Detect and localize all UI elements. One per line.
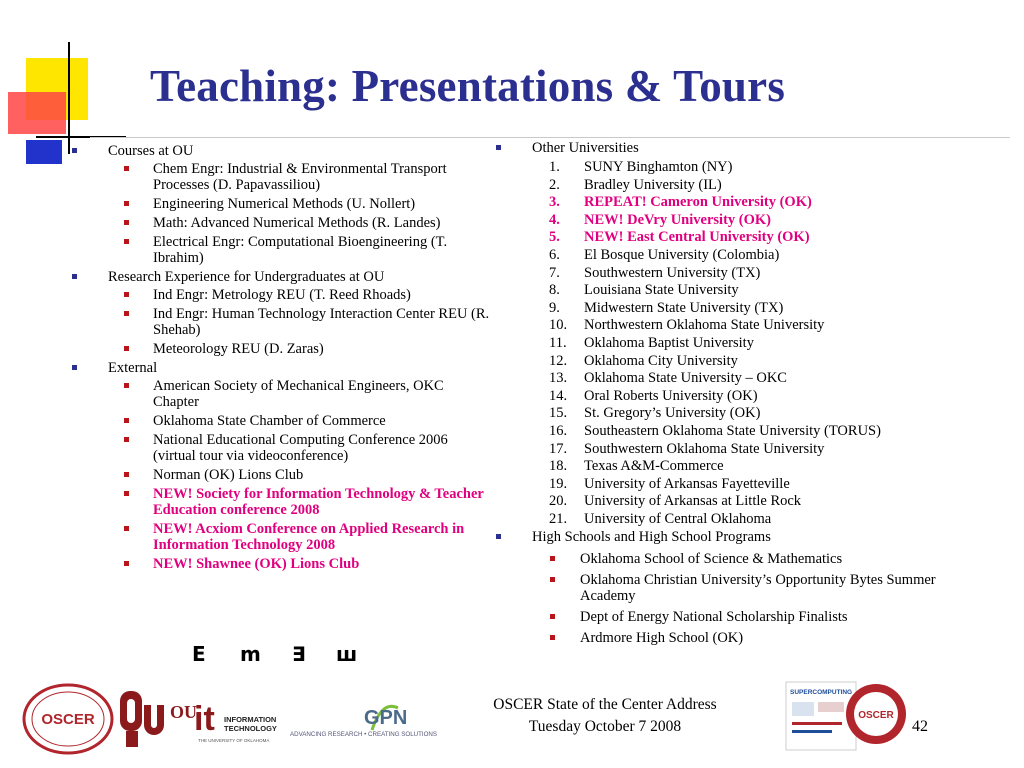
ou-logo xyxy=(118,685,168,749)
item-number: 5. xyxy=(549,229,560,246)
glyph-e: E xyxy=(192,643,206,666)
high-school-item: Oklahoma Christian University’s Opportunity Bytes Summer Academy xyxy=(496,572,946,604)
glyph-row xyxy=(190,643,370,667)
item-text: Louisiana State University xyxy=(584,282,739,299)
item-number: 18. xyxy=(549,458,568,475)
footer-line-1: OSCER State of the Center Address xyxy=(493,696,717,713)
university-item xyxy=(496,159,946,175)
section-heading: External xyxy=(72,360,492,376)
high-schools-list xyxy=(496,551,946,646)
item-text: NEW! DeVry University (OK) xyxy=(584,211,771,228)
it-logo xyxy=(168,690,290,746)
university-item xyxy=(496,282,946,298)
item-text: University of Arkansas Fayetteville xyxy=(584,475,790,492)
list-item: NEW! Shawnee (OK) Lions Club xyxy=(72,556,492,572)
list-item: Ind Engr: Human Technology Interaction Center REU (R. Shehab) xyxy=(72,306,492,338)
university-item xyxy=(496,353,946,369)
item-number: 1. xyxy=(549,159,560,175)
high-schools-heading: High Schools and High School Programs xyxy=(496,529,946,545)
glyph-reverse-e: ∃ xyxy=(292,643,306,666)
list-item: Ind Engr: Metrology REU (T. Reed Rhoads) xyxy=(72,287,492,303)
item-number: 12. xyxy=(549,352,568,369)
item-text: Southwestern Oklahoma State University xyxy=(584,440,825,457)
university-item xyxy=(496,370,946,386)
item-number: 4. xyxy=(549,211,560,228)
item-text: Southwestern University (TX) xyxy=(584,264,761,281)
it-logo-text: it xyxy=(194,700,215,738)
university-item xyxy=(496,423,946,439)
left-column xyxy=(72,143,492,575)
university-item xyxy=(496,476,946,492)
item-number: 20. xyxy=(549,493,568,510)
item-number: 14. xyxy=(549,387,568,404)
it-ou-mark: OU xyxy=(170,702,197,722)
university-item xyxy=(496,212,946,228)
university-item xyxy=(496,493,946,509)
item-number: 2. xyxy=(549,176,560,193)
gpn-logo-text: GPN xyxy=(364,707,408,729)
item-text: REPEAT! Cameron University (OK) xyxy=(584,194,812,211)
oscer-logo-text: OSCER xyxy=(41,711,95,728)
deco-blue-square xyxy=(26,140,62,164)
oscer-seal-logo xyxy=(22,683,114,755)
item-text: Northwestern Oklahoma State University xyxy=(584,317,825,334)
section-heading: Courses at OU xyxy=(72,143,492,159)
glyph-m: m xyxy=(240,643,261,666)
item-text: Midwestern State University (TX) xyxy=(584,299,784,316)
university-item xyxy=(496,441,946,457)
item-text: SUNY Binghamton (NY) xyxy=(584,159,733,175)
right-column xyxy=(496,140,946,651)
symposium-oscer-text: OSCER xyxy=(858,710,894,721)
gpn-tagline: ADVANCING RESEARCH • CREATING SOLUTIONS xyxy=(290,731,438,738)
item-number: 7. xyxy=(549,264,560,281)
list-item: National Educational Computing Conference 2006 (virtual tour via videoconference) xyxy=(72,432,492,464)
list-item: NEW! Acxiom Conference on Applied Research in Information Technology 2008 xyxy=(72,521,492,553)
list-item: Meteorology REU (D. Zaras) xyxy=(72,341,492,357)
item-number: 21. xyxy=(549,510,568,527)
list-item: Math: Advanced Numerical Methods (R. Landes) xyxy=(72,215,492,231)
list-item: Chem Engr: Industrial & Environmental Transport Processes (D. Papavassiliou) xyxy=(72,161,492,193)
item-number: 6. xyxy=(549,246,560,263)
item-text: Bradley University (IL) xyxy=(584,176,722,193)
university-item xyxy=(496,511,946,527)
item-number: 9. xyxy=(549,299,560,316)
universities-list xyxy=(496,159,946,527)
footer-line-2: Tuesday October 7 2008 xyxy=(528,718,682,735)
item-number: 8. xyxy=(549,282,560,299)
glyph-w: ш xyxy=(336,643,358,666)
high-school-item: Oklahoma School of Science & Mathematics xyxy=(496,551,946,567)
item-number: 3. xyxy=(549,194,560,211)
deco-red-square xyxy=(8,92,66,134)
high-school-item: Dept of Energy National Scholarship Finalists xyxy=(496,609,946,625)
item-text: NEW! East Central University (OK) xyxy=(584,229,810,246)
symposium-logo-text: SUPERCOMPUTING xyxy=(790,689,853,696)
it-logo-sub: THE UNIVERSITY OF OKLAHOMA xyxy=(198,738,270,743)
list-item: NEW! Society for Information Technology & Teacher Education conference 2008 xyxy=(72,486,492,518)
item-text: Oklahoma State University – OKC xyxy=(584,370,787,387)
item-text: Oklahoma City University xyxy=(584,352,738,369)
university-item xyxy=(496,229,946,245)
university-item xyxy=(496,335,946,351)
footer xyxy=(430,694,780,738)
gpn-logo xyxy=(288,700,444,744)
item-number: 13. xyxy=(549,370,568,387)
deco-rule-line xyxy=(90,137,1010,138)
university-item xyxy=(496,265,946,281)
list-item: Norman (OK) Lions Club xyxy=(72,467,492,483)
symposium-logo xyxy=(782,678,912,758)
university-item xyxy=(496,177,946,193)
item-text: St. Gregory’s University (OK) xyxy=(584,405,761,422)
item-number: 10. xyxy=(549,317,568,334)
list-item: American Society of Mechanical Engineers, OKC Chapter xyxy=(72,378,492,410)
item-number: 15. xyxy=(549,405,568,422)
university-item xyxy=(496,458,946,474)
university-item xyxy=(496,405,946,421)
item-text: Texas A&M-Commerce xyxy=(584,458,724,475)
other-universities-heading: Other Universities xyxy=(496,140,946,156)
section-heading: Research Experience for Undergraduates at OU xyxy=(72,269,492,285)
list-item: Electrical Engr: Computational Bioengineering (T. Ibrahim) xyxy=(72,234,492,266)
slide-title: Teaching: Presentations & Tours xyxy=(150,61,786,111)
item-text: Oral Roberts University (OK) xyxy=(584,387,758,404)
list-item: Oklahoma State Chamber of Commerce xyxy=(72,413,492,429)
item-number: 19. xyxy=(549,475,568,492)
item-text: University of Arkansas at Little Rock xyxy=(584,493,802,510)
university-item xyxy=(496,317,946,333)
university-item xyxy=(496,388,946,404)
item-number: 16. xyxy=(549,422,568,439)
item-text: Southeastern Oklahoma State University (TORUS) xyxy=(584,422,881,439)
item-number: 11. xyxy=(549,334,567,351)
item-text: Oklahoma Baptist University xyxy=(584,334,754,351)
item-number: 17. xyxy=(549,440,568,457)
high-school-item: Ardmore High School (OK) xyxy=(496,630,946,646)
item-text: El Bosque University (Colombia) xyxy=(584,246,780,263)
university-item xyxy=(496,247,946,263)
it-logo-line1: INFORMATION xyxy=(224,715,277,724)
list-item: Engineering Numerical Methods (U. Nollert) xyxy=(72,196,492,212)
page-number: 42 xyxy=(912,718,928,735)
university-item xyxy=(496,194,946,210)
it-logo-line2: TECHNOLOGY xyxy=(224,724,277,733)
university-item xyxy=(496,300,946,316)
item-text: University of Central Oklahoma xyxy=(584,510,772,527)
